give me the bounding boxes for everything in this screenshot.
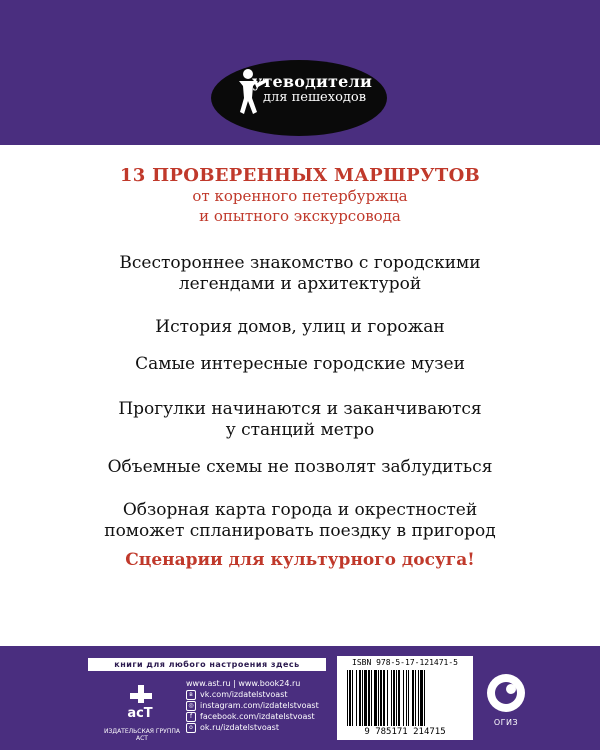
- headline-line-2: от коренного петербуржца: [192, 187, 408, 205]
- feature-item: [0, 317, 600, 338]
- barcode-bar: [349, 670, 351, 726]
- barcode-bar: [393, 670, 395, 726]
- barcode-bar: [380, 670, 382, 726]
- barcode-bar: [364, 670, 367, 726]
- series-subtitle: для пешеходов: [263, 90, 367, 105]
- feature-line: у станций метро: [225, 420, 375, 440]
- social-link-text: vk.com/izdatelstvoast: [200, 690, 288, 699]
- barcode-bar: [383, 670, 385, 726]
- footer-links: [186, 678, 319, 733]
- feature-item: [0, 500, 600, 542]
- barcode-bar: [387, 670, 388, 726]
- ast-logo-text: acT: [127, 706, 153, 721]
- feature-item: [0, 457, 600, 478]
- barcode-bar: [352, 670, 353, 726]
- barcode-bar: [356, 670, 357, 726]
- barcode-bar: [408, 670, 409, 726]
- feature-item: [0, 354, 600, 375]
- feature-line: Самые интересные городские музеи: [135, 354, 465, 374]
- imprint-label: ОГИЗ: [493, 718, 519, 727]
- barcode-bar: [362, 670, 363, 726]
- barcode-bar: [396, 670, 397, 726]
- barcode-bar: [412, 670, 414, 726]
- social-link-text: facebook.com/izdatelstvoast: [200, 712, 315, 721]
- social-link-facebook[interactable]: [186, 711, 319, 722]
- feature-line: поможет спланировать поездку в пригород: [104, 521, 496, 541]
- ogiz-logo-icon: [485, 672, 527, 714]
- feature-line: Обзорная карта города и окрестностей: [122, 500, 478, 520]
- facebook-icon: f: [186, 712, 196, 722]
- barcode-bar: [406, 670, 407, 726]
- feature-item: [0, 399, 600, 441]
- vk-icon: в: [186, 690, 196, 700]
- headline-line-3: и опытного экскурсовода: [199, 207, 401, 225]
- barcode-bar: [371, 670, 372, 726]
- feature-line: История домов, улиц и горожан: [155, 317, 445, 337]
- cta-text: Сценарии для культурного досуга!: [125, 550, 475, 570]
- instagram-icon: ◎: [186, 701, 196, 711]
- barcode-bar: [418, 670, 419, 726]
- headline-block: [0, 166, 600, 226]
- footer-tagline: книги для любого настроения здесь: [88, 658, 326, 671]
- barcode-bar: [403, 670, 404, 726]
- barcode-bar: [378, 670, 379, 726]
- barcode-bar: [374, 670, 377, 726]
- ast-publisher-logo: [122, 683, 158, 721]
- barcode-bar: [424, 670, 425, 726]
- feature-line: Объемные схемы не позволят заблудиться: [107, 457, 493, 477]
- barcode-bar: [359, 670, 361, 726]
- social-link-ok[interactable]: [186, 722, 319, 733]
- barcode-bar: [398, 670, 400, 726]
- barcode-bar: [347, 670, 348, 726]
- publisher-caption: ИЗДАТЕЛЬСКАЯ ГРУППА АСТ: [104, 728, 180, 742]
- feature-line: Прогулки начинаются и заканчиваются: [118, 399, 482, 419]
- feature-line: Всестороннее знакомство с городскими: [119, 253, 481, 273]
- barcode: [337, 656, 473, 740]
- isbn-number: ISBN 978-5-17-121471-5: [352, 658, 458, 667]
- barcode-digits: 9 785171 214715: [364, 727, 446, 737]
- site-links[interactable]: www.ast.ru | www.book24.ru: [186, 679, 301, 688]
- social-link-text: ok.ru/izdatelstvoast: [200, 723, 279, 732]
- barcode-bar: [415, 670, 416, 726]
- headline-title: 13 ПРОВЕРЕННЫХ МАРШРУТОВ: [119, 165, 481, 186]
- barcode-bar: [391, 670, 392, 726]
- series-title: утеводители: [252, 72, 373, 91]
- feature-item: [0, 253, 600, 295]
- barcode-bar: [368, 670, 370, 726]
- barcode-bars: [345, 670, 465, 726]
- feature-line: легендами и архитектурой: [178, 274, 422, 294]
- barcode-bar: [420, 670, 423, 726]
- social-link-text: instagram.com/izdatelstvoast: [200, 701, 319, 710]
- social-link-instagram[interactable]: [186, 700, 319, 711]
- social-link-vk[interactable]: [186, 689, 319, 700]
- ok-icon: о: [186, 723, 196, 733]
